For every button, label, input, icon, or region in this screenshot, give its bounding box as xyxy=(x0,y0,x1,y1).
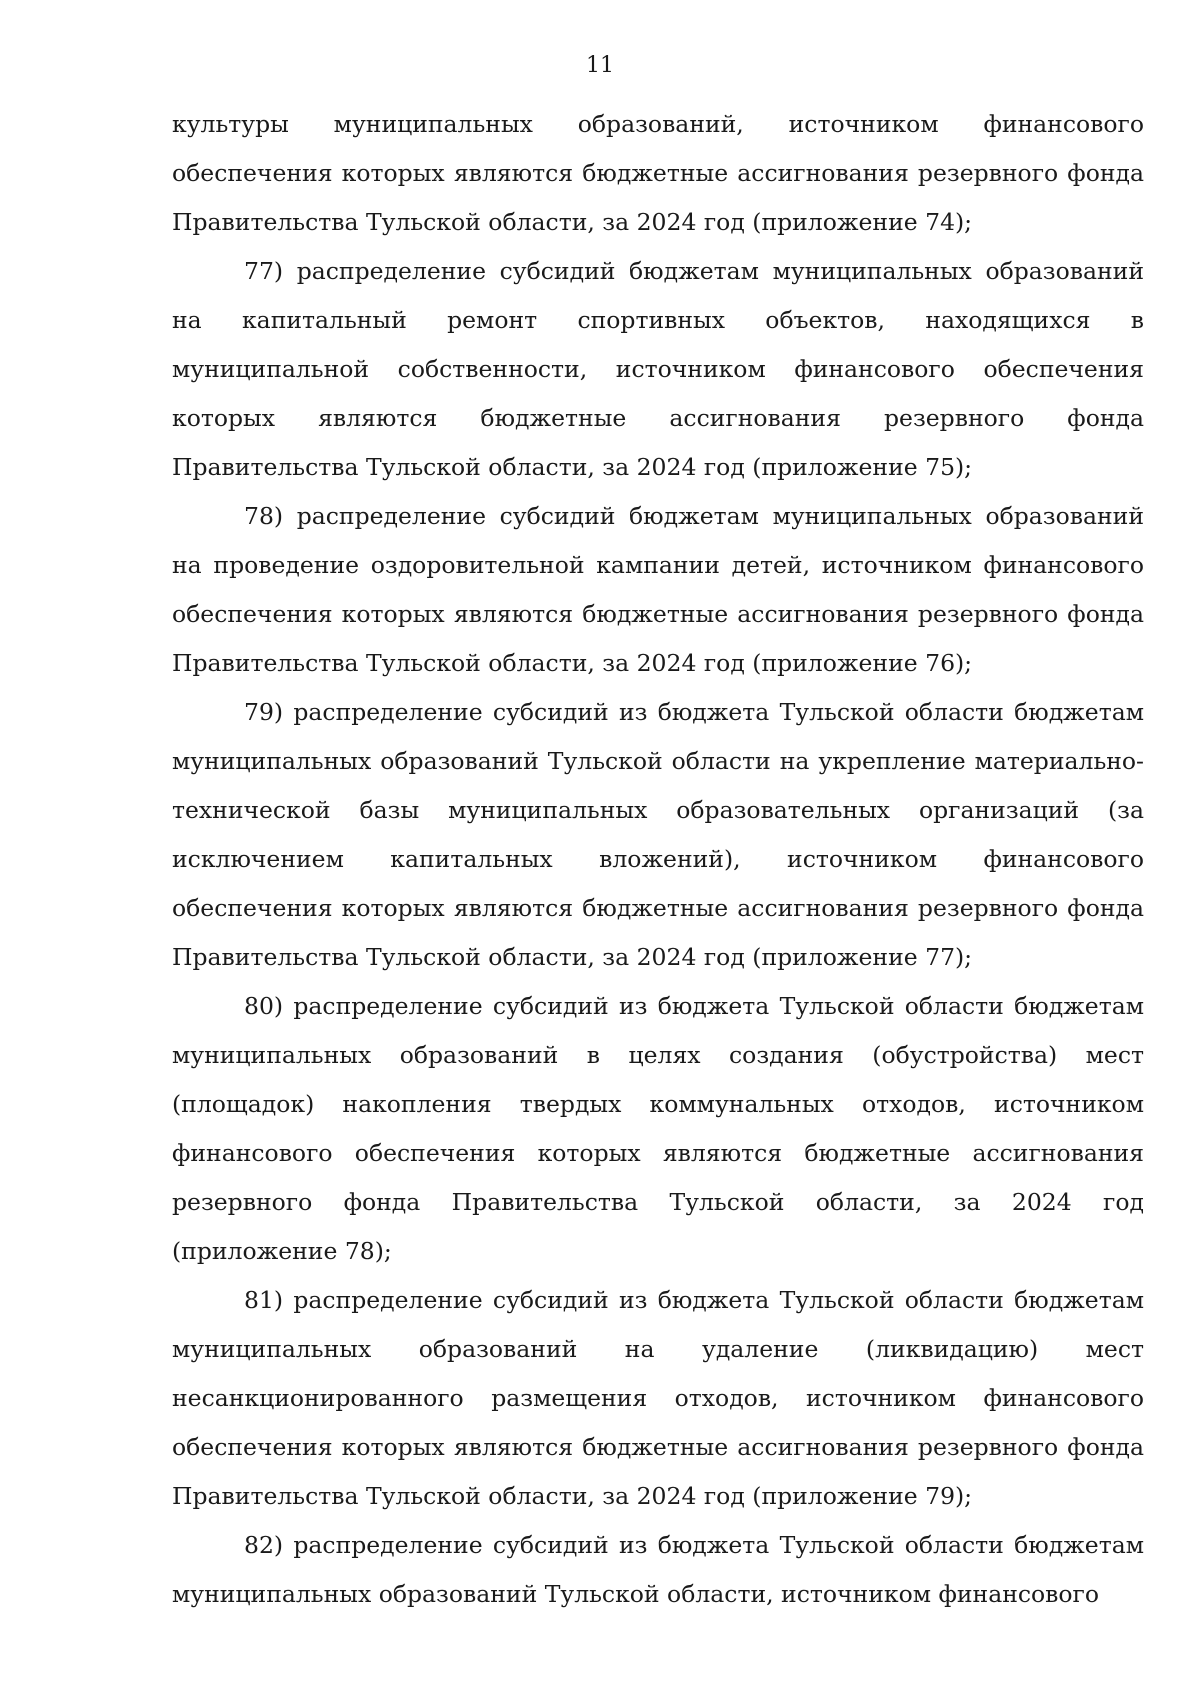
paragraph-item-77: 77) распределение субсидий бюджетам муниципальных образований на капитальный ремонт спортивных объектов, находящихся в муниципальной собственности, источником финансового обеспечения которых являются бюджетные ассигнования резервного фонда Правительства Тульской области, за 2024 год (приложение 75); xyxy=(172,257,1144,481)
paragraph-item-82: 82) распределение субсидий из бюджета Тульской области бюджетам муниципальных образований Тульской области, источником финансового xyxy=(172,1531,1144,1608)
page-number: 11 xyxy=(586,53,614,78)
paragraph-item-79: 79) распределение субсидий из бюджета Тульской области бюджетам муниципальных образований Тульской области на укрепление материально-технической базы муниципальных образовательных организаций (за исключением капитальных вложений), источником финансового обеспечения которых являются бюджетные ассигнования резервного фонда Правительства Тульской области, за 2024 год (приложение 77); xyxy=(172,698,1144,971)
paragraph-item-80: 80) распределение субсидий из бюджета Тульской области бюджетам муниципальных образований в целях создания (обустройства) мест (площадок) накопления твердых коммунальных отходов, источником финансового обеспечения которых являются бюджетные ассигнования резервного фонда Правительства Тульской области, за 2024 год (приложение 78); xyxy=(172,992,1144,1265)
paragraph-continuation: культуры муниципальных образований, источником финансового обеспечения которых являются бюджетные ассигнования резервного фонда Правительства Тульской области, за 2024 год (приложение 74); xyxy=(172,110,1144,236)
document-body xyxy=(172,100,1144,1619)
paragraph-item-81: 81) распределение субсидий из бюджета Тульской области бюджетам муниципальных образований на удаление (ликвидацию) мест несанкционированного размещения отходов, источником финансового обеспечения которых являются бюджетные ассигнования резервного фонда Правительства Тульской области, за 2024 год (приложение 79); xyxy=(172,1286,1144,1510)
paragraph-item-78: 78) распределение субсидий бюджетам муниципальных образований на проведение оздоровительной кампании детей, источником финансового обеспечения которых являются бюджетные ассигнования резервного фонда Правительства Тульской области, за 2024 год (приложение 76); xyxy=(172,502,1144,677)
